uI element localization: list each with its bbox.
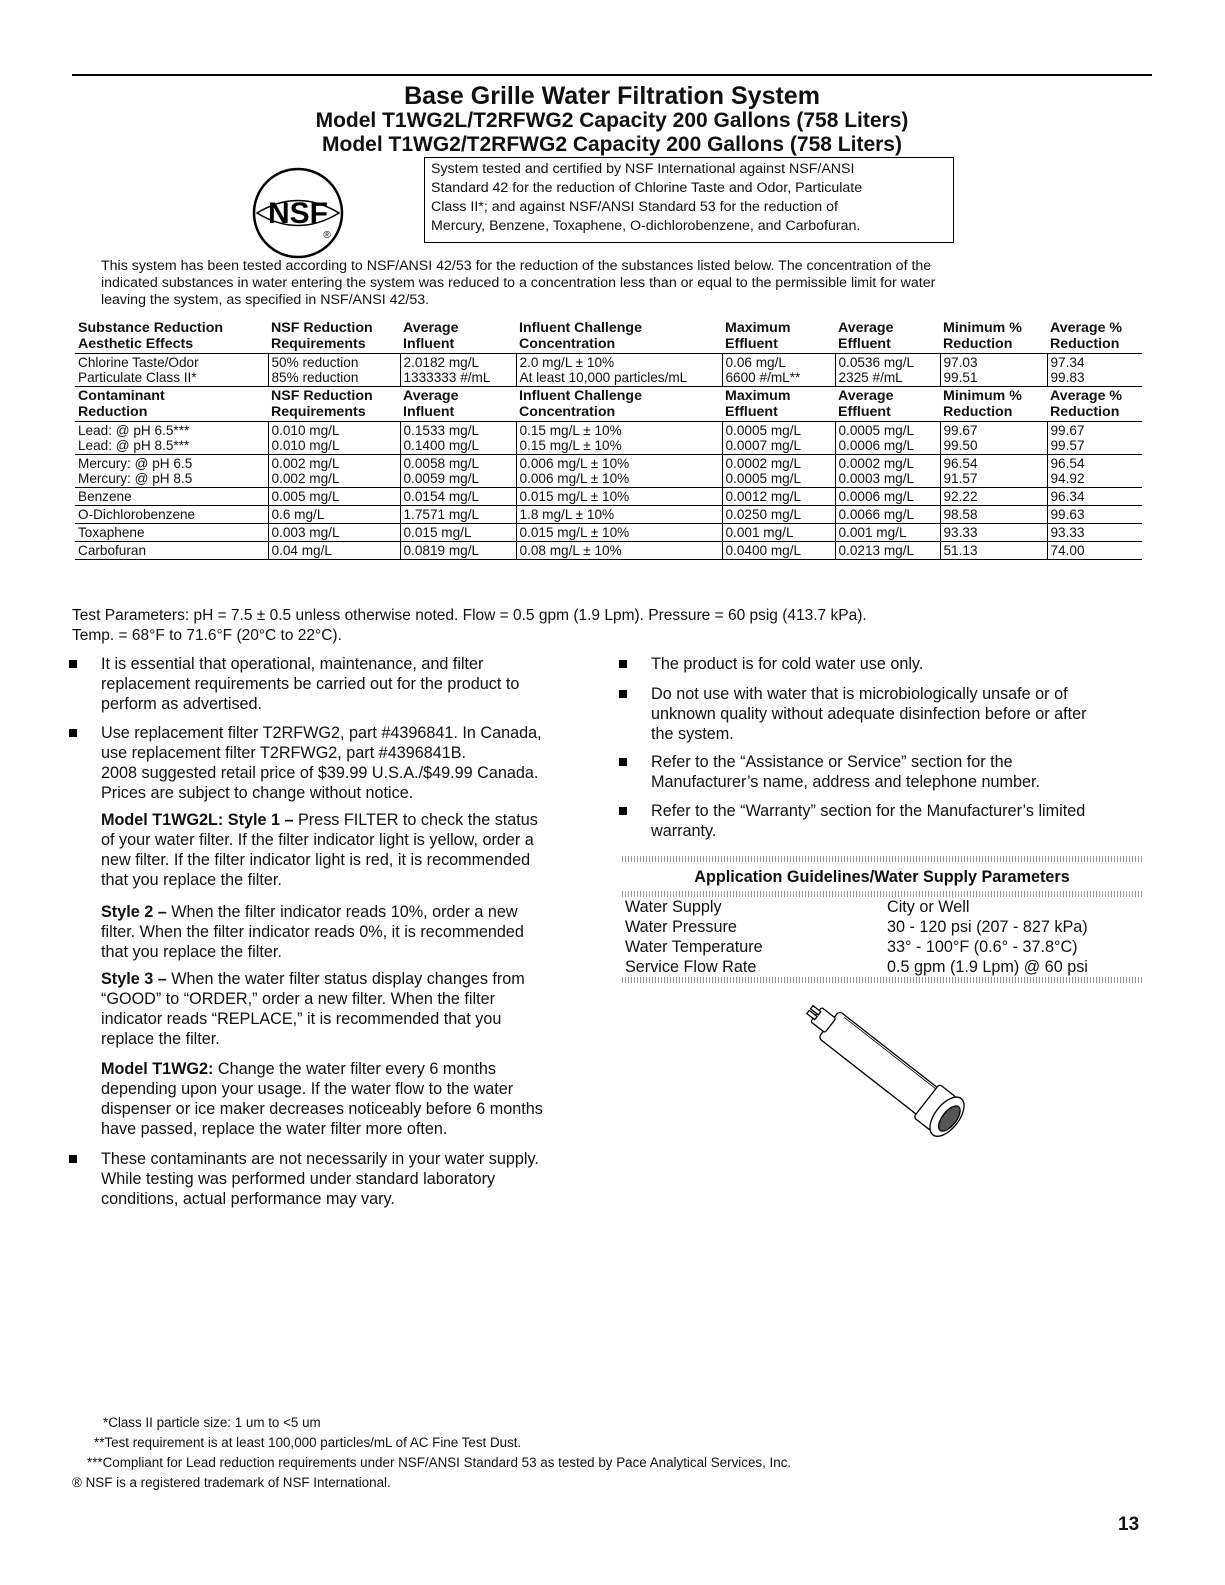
data-cell: 0.015 mg/L ± 10% — [516, 488, 722, 506]
data-cell: 0.003 mg/L — [268, 524, 400, 542]
table-row — [75, 506, 1142, 524]
page-title: Base Grille Water Filtration System — [404, 82, 820, 110]
top-rule — [72, 74, 1152, 76]
bullet-icon — [619, 690, 627, 698]
data-cell: 74.00 — [1047, 542, 1142, 560]
bullet-unsafe-water: Do not use with water that is microbiologically unsafe or of unknown quality without adequate disinfection before or after the system. — [651, 684, 1141, 744]
data-cell: 0.0213 mg/L — [835, 542, 940, 560]
data-cell: 0.06 mg/L 6600 #/mL** — [722, 354, 835, 387]
data-cell: 1.8 mg/L ± 10% — [516, 506, 722, 524]
data-cell: 0.04 mg/L — [268, 542, 400, 560]
data-cell: 0.15 mg/L ± 10% 0.15 mg/L ± 10% — [516, 422, 722, 455]
style-1-label: Model T1WG2L: Style 1 – — [101, 811, 294, 829]
data-cell: 98.58 — [940, 506, 1047, 524]
data-cell: 0.010 mg/L 0.010 mg/L — [268, 422, 400, 455]
intro-paragraph — [101, 258, 1131, 309]
style-3-label: Style 3 – — [101, 970, 167, 988]
data-cell: 0.0154 mg/L — [400, 488, 516, 506]
bullet-requirements: It is essential that operational, maintenance, and filter replacement requirements be carried out for the product to perform as advertised. — [101, 654, 591, 714]
header-cell: Minimum % Reduction — [940, 387, 1047, 422]
application-row: Service Flow Rate 0.5 gpm (1.9 Lpm) @ 60 psi — [625, 958, 1088, 976]
header-cell: NSF Reduction Requirements — [268, 387, 400, 422]
nsf-logo-text: NSF — [268, 197, 328, 230]
header-cell: Influent Challenge Concentration — [516, 319, 722, 354]
data-cell: 0.002 mg/L 0.002 mg/L — [268, 455, 400, 488]
data-cell: 0.0005 mg/L 0.0007 mg/L — [722, 422, 835, 455]
data-cell: 51.13 — [940, 542, 1047, 560]
cert-line: Standard 42 for the reduction of Chlorine Taste and Odor, Particulate — [431, 180, 863, 196]
performance-table — [75, 319, 1142, 560]
application-title: Application Guidelines/Water Supply Parameters — [694, 868, 1070, 886]
data-cell: 0.0006 mg/L — [835, 488, 940, 506]
table-row — [75, 488, 1142, 506]
data-cell: 0.0058 mg/L 0.0059 mg/L — [400, 455, 516, 488]
header-cell: Average Influent — [400, 387, 516, 422]
data-cell: 0.006 mg/L ± 10% 0.006 mg/L ± 10% — [516, 455, 722, 488]
bullet-warranty: Refer to the “Warranty” section for the Manufacturer’s limited warranty. — [651, 801, 1141, 841]
svg-text:®: ® — [323, 230, 331, 241]
data-cell: 0.015 mg/L ± 10% — [516, 524, 722, 542]
data-cell: 93.33 — [1047, 524, 1142, 542]
style-1-paragraph: Model T1WG2L: Style 1 – Press FILTER to check the status of your water filter. If the filter indicator light is yellow, order a new filter. If the filter indicator light is red, it is recommended that you replace the filter. — [101, 811, 538, 889]
footnote: ***Compliant for Lead reduction requirements under NSF/ANSI Standard 53 as tested by Pace Analytical Services, Inc. — [87, 1455, 792, 1470]
header-cell: Average % Reduction — [1047, 319, 1142, 354]
data-cell: 0.0002 mg/L 0.0003 mg/L — [835, 455, 940, 488]
application-guidelines — [622, 856, 1142, 983]
data-cell: 0.0005 mg/L 0.0006 mg/L — [835, 422, 940, 455]
intro-line: This system has been tested according to NSF/ANSI 42/53 for the reduction of the substances listed below. The concentration of the — [101, 258, 932, 274]
test-parameters-line: Temp. = 68°F to 71.6°F (20°C to 22°C). — [72, 627, 342, 644]
data-cell: 0.0819 mg/L — [400, 542, 516, 560]
data-cell: 99.67 99.50 — [940, 422, 1047, 455]
test-parameters — [72, 606, 1072, 646]
application-row: Water Temperature 33° - 100°F (0.6° - 37.8°C) — [625, 938, 1078, 956]
model-t1wg2-label: Model T1WG2: — [101, 1060, 214, 1078]
model-t1wg2-paragraph: Model T1WG2: Change the water filter every 6 months depending upon your usage. If the water flow to the water dispenser or ice maker decreases noticeably before 6 months have passed, replace the water filter more often. — [101, 1060, 543, 1138]
bullet-contaminants: These contaminants are not necessarily in your water supply. While testing was performed under standard laboratory conditions, actual performance may vary. — [101, 1149, 591, 1209]
header-cell: Average Effluent — [835, 387, 940, 422]
data-cell: 0.0012 mg/L — [722, 488, 835, 506]
intro-line: indicated substances in water entering the system was reduced to a concentration less than or equal to the permissible limit for water — [101, 275, 936, 291]
data-cell: 96.34 — [1047, 488, 1142, 506]
application-row: Water Pressure 30 - 120 psi (207 - 827 kPa) — [625, 918, 1088, 936]
bullet-icon — [69, 1155, 77, 1163]
data-cell: 97.34 99.83 — [1047, 354, 1142, 387]
data-cell: Lead: @ pH 6.5*** Lead: @ pH 8.5*** — [75, 422, 268, 455]
cert-line: Class II*; and against NSF/ANSI Standard 53 for the reduction of — [431, 199, 838, 215]
data-cell: 96.54 94.92 — [1047, 455, 1142, 488]
header-cell: Influent Challenge Concentration — [516, 387, 722, 422]
data-cell: Benzene — [75, 488, 268, 506]
table-row — [75, 455, 1142, 488]
data-cell: 2.0182 mg/L 1333333 #/mL — [400, 354, 516, 387]
model-heading-1: Model T1WG2L/T2RFWG2 Capacity 200 Gallons (758 Liters) — [315, 109, 909, 132]
model-heading-2: Model T1WG2/T2RFWG2 Capacity 200 Gallons (758 Liters) — [322, 133, 902, 156]
bullet-icon — [619, 807, 627, 815]
data-cell: 0.6 mg/L — [268, 506, 400, 524]
table-row — [75, 422, 1142, 455]
footnote: ® NSF is a registered trademark of NSF International. — [72, 1475, 391, 1490]
hatch-divider — [622, 977, 1142, 983]
header-cell: Average Effluent — [835, 319, 940, 354]
cert-line: Mercury, Benzene, Toxaphene, O-dichlorobenzene, and Carbofuran. — [431, 218, 861, 234]
table-row — [75, 524, 1142, 542]
header-cell: Minimum % Reduction — [940, 319, 1047, 354]
application-row: Water Supply City or Well — [625, 898, 970, 916]
data-cell: 1.7571 mg/L — [400, 506, 516, 524]
bullet-cold-water: The product is for cold water use only. — [651, 654, 1141, 674]
data-cell: 93.33 — [940, 524, 1047, 542]
data-cell: 0.08 mg/L ± 10% — [516, 542, 722, 560]
style-2-label: Style 2 – — [101, 903, 167, 921]
bullet-icon — [619, 758, 627, 766]
style-3-paragraph: Style 3 – When the water filter status display changes from “GOOD” to “ORDER,” order a new filter. When the filter indicator reads “REPLACE,” it is recommended that you replace the filter. — [101, 970, 525, 1048]
data-cell: Carbofuran — [75, 542, 268, 560]
bullet-assistance: Refer to the “Assistance or Service” section for the Manufacturer’s name, address and telephone number. — [651, 752, 1141, 792]
table-row — [75, 542, 1142, 560]
water-filter-image — [785, 995, 1000, 1155]
nsf-logo — [251, 166, 345, 260]
header-cell: Average Influent — [400, 319, 516, 354]
data-cell: 0.015 mg/L — [400, 524, 516, 542]
page-number: 13 — [1118, 1514, 1140, 1535]
header-cell: Contaminant Reduction — [75, 387, 268, 422]
header-cell: Maximum Effluent — [722, 387, 835, 422]
footnote: **Test requirement is at least 100,000 particles/mL of AC Fine Test Dust. — [94, 1435, 522, 1450]
data-cell: 2.0 mg/L ± 10% At least 10,000 particles/mL — [516, 354, 722, 387]
table-header-row — [75, 319, 1142, 354]
header-cell: Average % Reduction — [1047, 387, 1142, 422]
table-header-row — [75, 387, 1142, 422]
header-cell: NSF Reduction Requirements — [268, 319, 400, 354]
data-cell: 0.001 mg/L — [835, 524, 940, 542]
certification-box — [424, 157, 954, 243]
footnotes — [72, 1413, 1072, 1493]
data-cell: Toxaphene — [75, 524, 268, 542]
style-2-paragraph: Style 2 – When the filter indicator reads 10%, order a new filter. When the filter indicator reads 0%, it is recommended that you replace the filter. — [101, 903, 524, 961]
bullet-icon — [69, 729, 77, 737]
cert-line: System tested and certified by NSF International against NSF/ANSI — [431, 161, 855, 177]
data-cell: 0.0536 mg/L 2325 #/mL — [835, 354, 940, 387]
footnote: *Class II particle size: 1 um to <5 um — [103, 1415, 321, 1430]
header-cell: Maximum Effluent — [722, 319, 835, 354]
intro-line: leaving the system, as specified in NSF/ANSI 42/53. — [101, 292, 430, 308]
data-cell: 0.1533 mg/L 0.1400 mg/L — [400, 422, 516, 455]
data-cell: 99.63 — [1047, 506, 1142, 524]
data-cell: Chlorine Taste/Odor Particulate Class II* — [75, 354, 268, 387]
data-cell: 92.22 — [940, 488, 1047, 506]
table-row — [75, 354, 1142, 387]
data-cell: 50% reduction 85% reduction — [268, 354, 400, 387]
test-parameters-line: Test Parameters: pH = 7.5 ± 0.5 unless otherwise noted. Flow = 0.5 gpm (1.9 Lpm). Pressure = 60 psig (413.7 kPa). — [72, 607, 867, 624]
bullet-replacement-filter: Use replacement filter T2RFWG2, part #4396841. In Canada, use replacement filter T2RFWG2, part #4396841B. 2008 suggested retail price of $39.99 U.S.A./$49.99 Canada. Prices are subject to change without notice. — [101, 723, 591, 803]
data-cell: O-Dichlorobenzene — [75, 506, 268, 524]
data-cell: 99.67 99.57 — [1047, 422, 1142, 455]
data-cell: 0.0250 mg/L — [722, 506, 835, 524]
data-cell: 0.0400 mg/L — [722, 542, 835, 560]
data-cell: 0.0066 mg/L — [835, 506, 940, 524]
header-cell: Substance Reduction Aesthetic Effects — [75, 319, 268, 354]
data-cell: 97.03 99.51 — [940, 354, 1047, 387]
data-cell: 96.54 91.57 — [940, 455, 1047, 488]
data-cell: 0.001 mg/L — [722, 524, 835, 542]
data-cell: 0.005 mg/L — [268, 488, 400, 506]
bullet-icon — [69, 660, 77, 668]
bullet-icon — [619, 660, 627, 668]
data-cell: Mercury: @ pH 6.5 Mercury: @ pH 8.5 — [75, 455, 268, 488]
data-cell: 0.0002 mg/L 0.0005 mg/L — [722, 455, 835, 488]
